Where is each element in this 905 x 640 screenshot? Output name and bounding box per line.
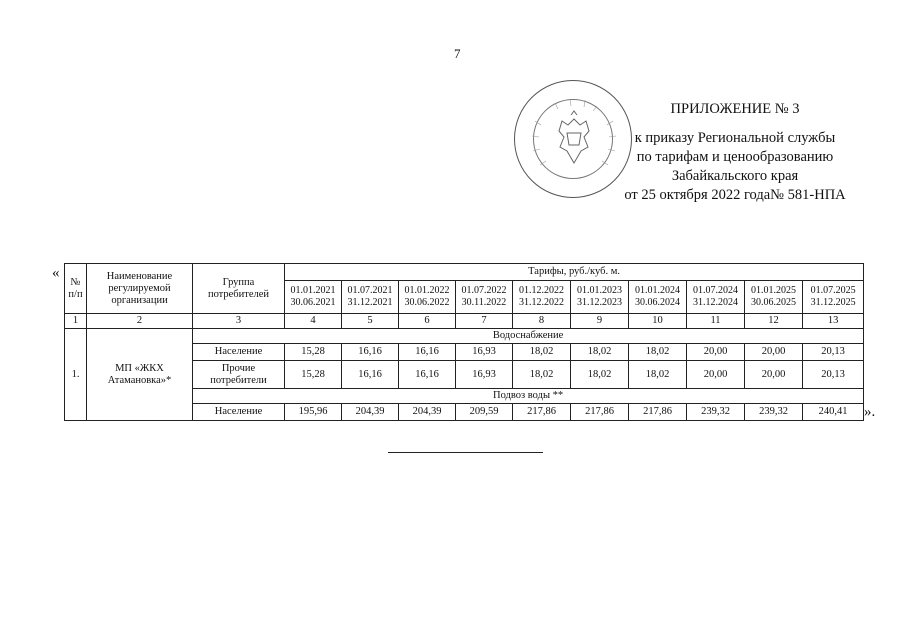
column-number: 8 [513,314,571,329]
column-number: 9 [571,314,629,329]
column-numbers-row [65,314,864,329]
tariff-value: 18,02 [513,344,571,361]
appendix-line: к приказу Региональной службы [634,130,836,146]
tariff-value: 239,32 [745,404,803,421]
period-cell: 01.07.2025 31.12.2025 [803,281,864,314]
section-title: Подвоз воды ** [193,389,864,404]
header-group: Группа потребителей [193,264,285,314]
tariff-value: 16,16 [399,344,456,361]
tariff-value: 217,86 [513,404,571,421]
appendix-line: от 25 октября 2022 года№ 581-НПА [624,187,846,203]
period-cell: 01.01.2024 30.06.2024 [629,281,687,314]
open-quote: « [52,265,60,281]
column-number: 1 [65,314,87,329]
page-number: 7 [454,46,461,61]
column-number: 13 [803,314,864,329]
header-num: № п/п [65,264,87,314]
tariff-value: 16,93 [456,361,513,389]
period-cell: 01.01.2025 30.06.2025 [745,281,803,314]
period-cell: 01.12.2022 31.12.2022 [513,281,571,314]
column-number: 11 [687,314,745,329]
column-number: 12 [745,314,803,329]
tariff-value: 18,02 [513,361,571,389]
tariff-value: 15,28 [285,344,342,361]
tariff-value: 20,00 [745,361,803,389]
tariff-value: 20,00 [687,361,745,389]
appendix-block [600,100,870,205]
tariff-value: 195,96 [285,404,342,421]
tariff-value: 18,02 [629,361,687,389]
tariff-value: 18,02 [571,344,629,361]
column-number: 5 [342,314,399,329]
tariff-value: 16,16 [342,344,399,361]
tariff-value: 209,59 [456,404,513,421]
tariff-value: 217,86 [571,404,629,421]
section-title: Водоснабжение [193,329,864,344]
header-org: Наименование регулируемой организации [87,264,193,314]
consumer-group: Население [193,344,285,361]
entry-number: 1. [65,329,87,421]
header-tariffs: Тарифы, руб./куб. м. [285,264,864,281]
column-number: 2 [87,314,193,329]
period-cell: 01.01.2021 30.06.2021 [285,281,342,314]
bottom-divider [388,452,543,453]
tariff-value: 18,02 [571,361,629,389]
tariff-value: 239,32 [687,404,745,421]
tariff-value: 20,00 [745,344,803,361]
tariff-value: 16,16 [342,361,399,389]
column-number: 3 [193,314,285,329]
column-number: 7 [456,314,513,329]
appendix-line: Забайкальского края [671,168,799,184]
period-cell: 01.01.2022 30.06.2022 [399,281,456,314]
period-cell: 01.01.2023 31.12.2023 [571,281,629,314]
tariff-value: 20,00 [687,344,745,361]
tariff-value: 16,16 [399,361,456,389]
consumer-group: Население [193,404,285,421]
appendix-title: ПРИЛОЖЕНИЕ № 3 [670,101,800,117]
tariff-value: 240,41 [803,404,864,421]
column-number: 6 [399,314,456,329]
column-number: 4 [285,314,342,329]
tariff-value: 217,86 [629,404,687,421]
appendix-line: по тарифам и ценообразованию [636,149,834,165]
tariff-value: 20,13 [803,344,864,361]
tariff-value: 204,39 [399,404,456,421]
consumer-group: Прочие потребители [193,361,285,389]
entry-organization: МП «ЖКХ Атамановка»* [87,329,193,421]
tariff-value: 18,02 [629,344,687,361]
section-row [65,329,864,344]
period-cell: 01.07.2024 31.12.2024 [687,281,745,314]
period-cell: 01.07.2022 30.11.2022 [456,281,513,314]
close-quote: ». [864,404,876,420]
tariff-value: 16,93 [456,344,513,361]
column-number: 10 [629,314,687,329]
tariff-value: 20,13 [803,361,864,389]
period-cell: 01.07.2021 31.12.2021 [342,281,399,314]
tariff-value: 15,28 [285,361,342,389]
tariff-value: 204,39 [342,404,399,421]
header-row [65,264,864,281]
tariff-table [64,263,864,421]
